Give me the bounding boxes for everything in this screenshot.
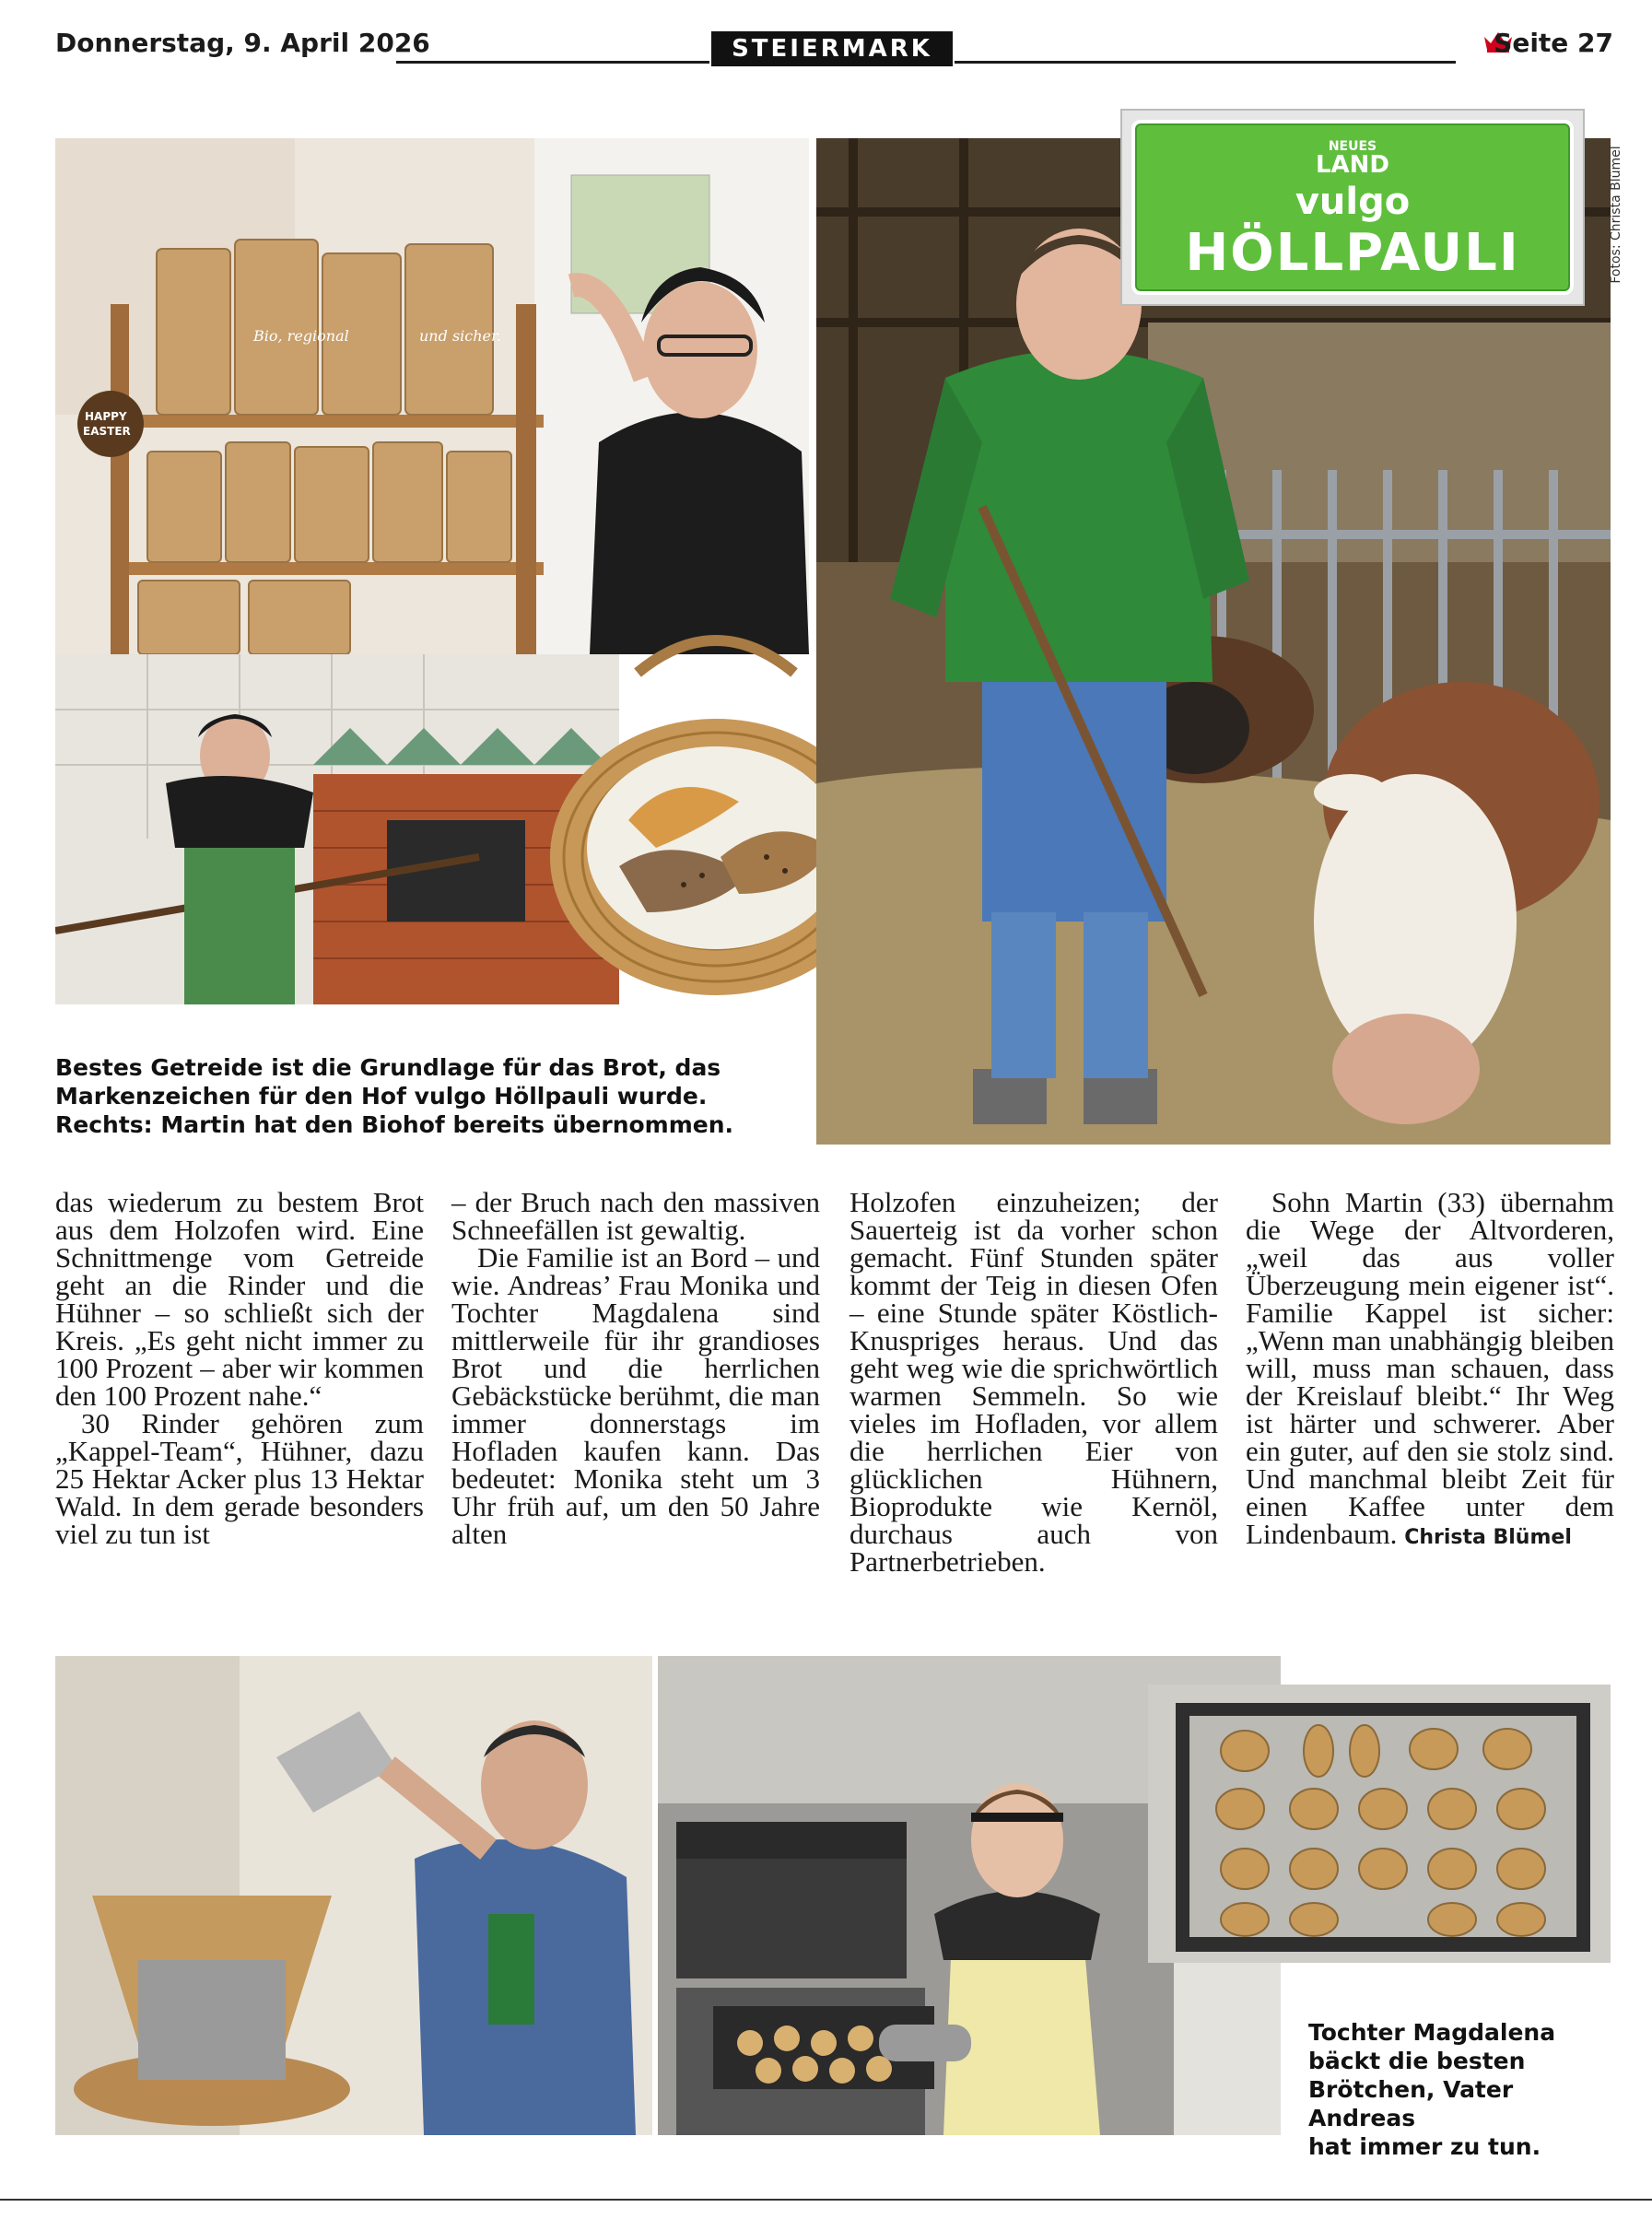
caption-top [55,1053,811,1139]
paragraph: Holzofen einzuheizen; der Sauerteig ist da vorher schon gemacht. Fünf Stunden später kommt der Teig in diesen Ofen – eine Stunde später Köstlich-Knuspriges heraus. Und das geht weg wie die sprichwörtlich warmen Semmeln. So wie vieles im Hofladen, vor allem die herrlichen Eier von glücklichen Hühnern, Bioprodukte wie Kernöl, durchaus auch von Partnerbetrieben. [849,1186,1218,1578]
caption-bottom-line: Tochter Magdalena [1308,2019,1556,2046]
article-column-3 [849,1186,1218,1578]
vulgo-badge [1120,109,1585,306]
paragraph [1246,1186,1614,1552]
caption-top-line: Rechts: Martin hat den Biohof bereits übernommen. [55,1111,734,1138]
photo-credit-text: Fotos: Christa Blümel [1609,146,1623,284]
caption-bottom-line: bäckt die besten [1308,2048,1526,2074]
paragraph: – der Bruch nach den massiven Schneefällen ist gewaltig. [451,1186,820,1246]
photo-flour-shelf [55,138,809,654]
caption-bottom-line: Brötchen, Vater Andreas [1308,2076,1514,2131]
caption-bottom-line: hat immer zu tun. [1308,2133,1541,2160]
badge-farm-name: HÖLLPAULI [1185,223,1520,283]
caption-top-line: Bestes Getreide ist die Grundlage für das Brot, das [55,1054,721,1081]
svg-text:Bio, regional: Bio, regional [253,327,349,345]
badge-sign [1131,120,1574,295]
photo-credit [1605,136,1627,293]
article-column-1 [55,1186,424,1550]
issue-date: Donnerstag, 9. April 2026 [55,28,430,58]
paragraph: 30 Rinder gehören zum „Kappel-Team“, Hühner, dazu 25 Hektar Acker plus 13 Hektar Wald. In dem gerade besonders viel zu tun ist [55,1407,424,1550]
paragraph: das wiederum zu bestem Brot aus dem Holzofen wird. Eine Schnittmenge vom Getreide geht an die Rinder und die Hühner – so schließt sich der Kreis. „Es geht nicht immer zu 100 Prozent – aber wir kommen den 100 Prozent nahe.“ [55,1186,424,1412]
header-rule-right [955,61,1456,64]
paragraph-text: Sohn Martin (33) übernahm die Wege der Altvorderen, „weil das aus voller Überzeugung mein eigener ist“. Familie Kappel ist sicher: „Wenn man unabhängig bleiben will, muss man schauen, dass der Kreislauf bleibt.“ Ihr Weg ist härter und schwerer. Aber ein guter, auf den sie stolz sind. Und manchmal bleibt Zeit für einen Kaffee unter dem Lindenbaum. [1246,1186,1614,1550]
caption-top-line: Markenzeichen für den Hof vulgo Höllpauli wurde. [55,1083,708,1110]
article-column-2 [451,1186,820,1550]
badge-logo-top: NEUES [1328,139,1377,154]
caption-bottom [1308,2018,1622,2161]
photo-wood-oven [55,654,619,1004]
svg-text:HAPPY: HAPPY [85,410,127,423]
page-number: Seite 27 [1494,28,1613,58]
paragraph: Die Familie ist an Bord – und wie. Andreas’ Frau Monika und Tochter Magdalena sind mittlerweile für ihr grandioses Brot und die herrlichen Gebäckstücke berühmt, die man immer donnerstags im Hofladen kaufen kann. Das bedeutet: Monika steht um 3 Uhr früh auf, um den 50 Jahre alten [451,1241,820,1550]
author-name: Christa Blümel [1404,1526,1572,1549]
photo-rolls-tray [1148,1685,1611,1963]
photo-grain-mill [55,1656,652,2135]
svg-text:EASTER: EASTER [83,425,131,438]
page-bottom-rule [0,2199,1652,2201]
article-column-4 [1246,1186,1614,1552]
section-rubric: STEIERMARK [711,31,953,66]
badge-logo-bottom: LAND [1315,151,1390,179]
badge-vulgo: vulgo [1295,181,1411,223]
header-rule-left [396,61,709,64]
svg-text:und sicher.: und sicher. [419,327,501,345]
